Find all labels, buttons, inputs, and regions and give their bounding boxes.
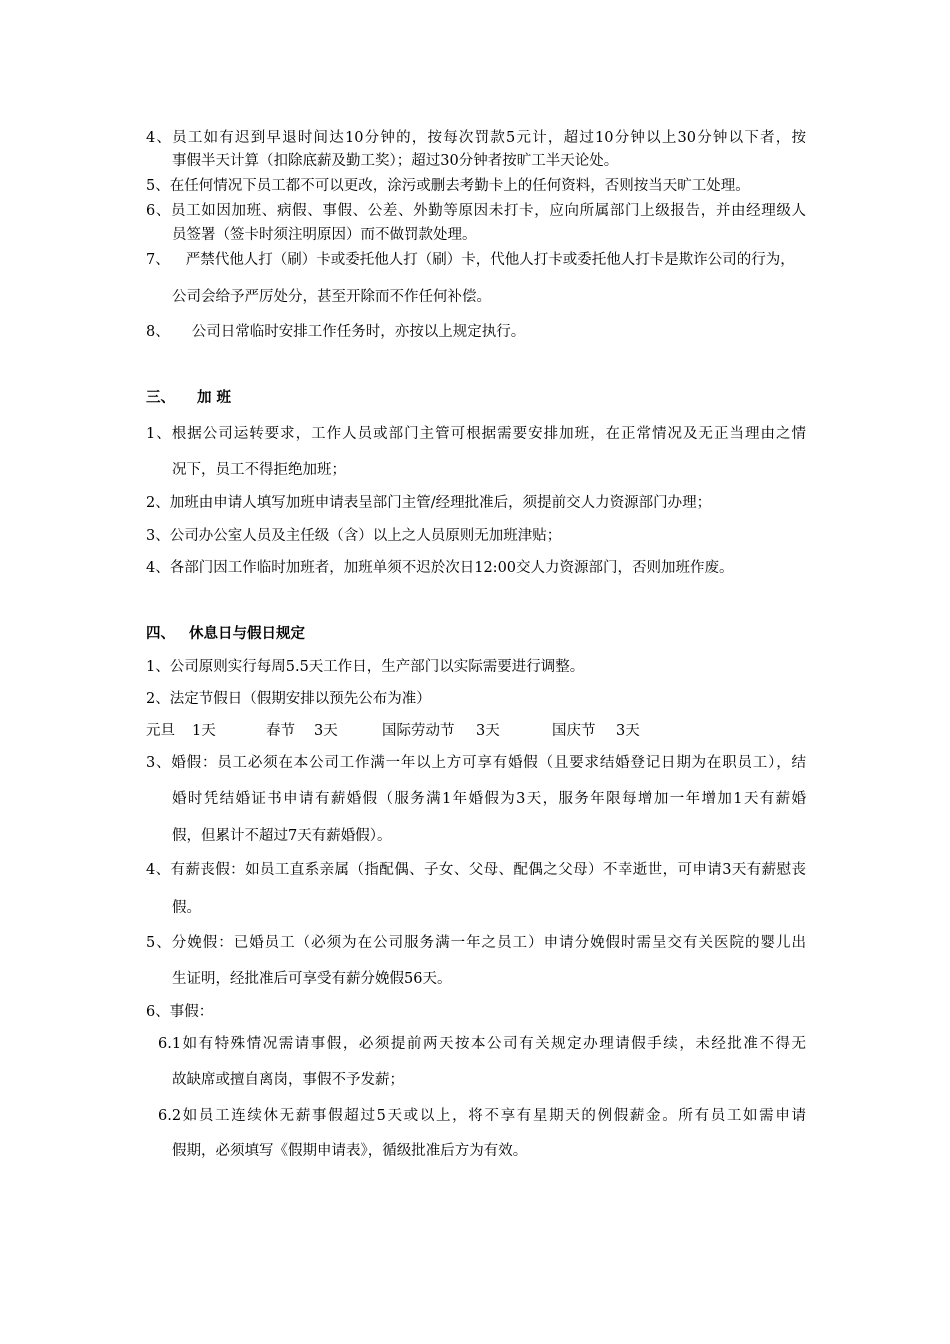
holiday-item-6-text: 事假： <box>169 1004 214 1020</box>
rule-item-4-line1 <box>146 128 806 148</box>
holiday-item-5-text: 分娩假：已婚员工（必须为在公司服务满一年之员工）申请分娩假时需呈交有关医院的婴儿出 <box>171 935 806 951</box>
holiday-days-national-day: 3天 <box>616 723 640 739</box>
holiday-item-1-number: 1、 <box>146 659 170 675</box>
rule-item-5-number: 5、 <box>146 178 170 194</box>
rule-item-8-line1 <box>146 322 806 342</box>
personal-leave-6-1-line1 <box>158 1034 806 1054</box>
holiday-days-labor-day: 3天 <box>476 723 500 739</box>
rule-item-7-number: 7、 <box>146 252 170 268</box>
holiday-item-3-line2: 婚时凭结婚证书申请有薪婚假（服务满1年婚假为3天，服务年限每增加一年增加1天有薪婚 <box>172 791 806 807</box>
holiday-item-2-text: 法定节假日（假期安排以预先公布为准） <box>169 691 431 707</box>
holiday-item-4-line2: 假。 <box>172 900 201 916</box>
holiday-item-4-text: 有薪丧假：如员工直系亲属（指配偶、子女、父母、配偶之父母）不幸逝世，可申请3天有薪慰丧 <box>170 862 806 878</box>
section-4-heading <box>146 624 305 644</box>
holiday-name-national-day: 国庆节 <box>552 723 596 739</box>
section-3-heading <box>146 388 231 408</box>
holiday-item-4-number: 4、 <box>146 862 171 878</box>
rule-item-7-line1 <box>146 250 806 270</box>
holiday-item-3-number: 3、 <box>146 755 172 771</box>
holiday-item-5-line1 <box>146 933 806 953</box>
rule-item-6-text: 员工如因加班、病假、事假、公差、外勤等原因未打卡，应向所属部门上级报告，并由经理级人 <box>171 203 806 219</box>
overtime-item-2-line1 <box>146 493 806 513</box>
holiday-item-6-line1 <box>146 1002 806 1022</box>
rule-item-4-number: 4、 <box>146 130 173 146</box>
statutory-holiday-list <box>146 721 666 741</box>
overtime-item-1-line2: 况下，员工不得拒绝加班； <box>172 462 346 478</box>
overtime-item-2-text: 加班由申请人填写加班申请表呈部门主管/经理批准后，须提前交人力资源部门办理； <box>169 495 712 511</box>
holiday-name-labor-day: 国际劳动节 <box>382 723 455 739</box>
overtime-item-3-text: 公司办公室人员及主任级（含）以上之人员原则无加班津贴； <box>169 528 562 544</box>
personal-leave-6-1-line2: 故缺席或擅自离岗，事假不予发薪； <box>172 1072 404 1088</box>
holiday-item-6-number: 6、 <box>146 1004 170 1020</box>
holiday-item-3-text: 婚假：员工必须在本公司工作满一年以上方可享有婚假（且要求结婚登记日期为在职员工），结 <box>171 755 807 771</box>
overtime-item-3-number: 3、 <box>146 528 170 544</box>
rule-item-4-text: 员工如有迟到早退时间达10分钟的，按每次罚款5元计，超过10分钟以上30分钟以下者，按 <box>172 130 806 146</box>
overtime-item-4-line1 <box>146 558 806 578</box>
overtime-item-1-text: 根据公司运转要求，工作人员或部门主管可根据需要安排加班，在正常情况及无正当理由之情 <box>171 426 806 442</box>
rule-item-4-line2: 事假半天计算（扣除底薪及勤工奖）；超过30分钟者按旷工半天论处。 <box>172 153 619 169</box>
holiday-item-5-number: 5、 <box>146 935 172 951</box>
section-4-number: 四、 <box>146 626 175 642</box>
overtime-item-4-number: 4、 <box>146 560 170 576</box>
rule-item-7-line2: 公司会给予严厉处分，甚至开除而不作任何补偿。 <box>172 289 491 305</box>
personal-leave-6-1-text: 如有特殊情况需请事假，必须提前两天按本公司有关规定办理请假手续，未经批准不得无 <box>181 1036 806 1052</box>
holiday-item-1-text: 公司原则实行每周5.5天工作日，生产部门以实际需要进行调整。 <box>169 659 585 675</box>
rule-item-8-text: 公司日常临时安排工作任务时，亦按以上规定执行。 <box>191 324 526 340</box>
holiday-item-1-line1 <box>146 657 806 677</box>
personal-leave-6-2-line1 <box>158 1106 806 1126</box>
overtime-item-3-line1 <box>146 526 806 546</box>
holiday-name-new-year: 元旦 <box>146 723 175 739</box>
holiday-item-5-line2: 生证明，经批准后可享受有薪分娩假56天。 <box>172 971 452 987</box>
personal-leave-6-2-number: 6.2 <box>158 1108 182 1124</box>
rule-item-6-number: 6、 <box>146 203 171 219</box>
rule-item-6-line2: 员签署（签卡时须注明原因）而不做罚款处理。 <box>172 227 477 243</box>
holiday-item-4-line1 <box>146 860 806 880</box>
rule-item-7-text: 严禁代他人打（刷）卡或委托他人打（刷）卡，代他人打卡或委托他人打卡是欺诈公司的行为， <box>185 252 795 268</box>
personal-leave-6-1-number: 6.1 <box>158 1036 182 1052</box>
overtime-item-2-number: 2、 <box>146 495 170 511</box>
overtime-item-1-line1 <box>146 424 806 444</box>
section-3-number: 三、 <box>146 390 175 406</box>
holiday-item-3-line1 <box>146 753 806 773</box>
rule-item-5-line1 <box>146 176 806 196</box>
holiday-days-spring-festival: 3天 <box>314 723 338 739</box>
rule-item-6-line1 <box>146 201 806 221</box>
holiday-name-spring-festival: 春节 <box>266 723 295 739</box>
rule-item-5-text: 在任何情况下员工都不可以更改，涂污或删去考勤卡上的任何资料，否则按当天旷工处理。 <box>169 178 750 194</box>
holiday-days-new-year: 1天 <box>192 723 216 739</box>
overtime-item-1-number: 1、 <box>146 426 172 442</box>
personal-leave-6-2-text: 如员工连续休无薪事假超过5天或以上，将不享有星期天的例假薪金。所有员工如需申请 <box>181 1108 806 1124</box>
section-4-title: 休息日与假日规定 <box>189 626 305 642</box>
holiday-item-3-line3: 假，但累计不超过7天有薪婚假）。 <box>172 828 392 844</box>
personal-leave-6-2-line2: 假期，必须填写《假期申请表》，循级批准后方为有效。 <box>172 1143 528 1159</box>
holiday-item-2-number: 2、 <box>146 691 170 707</box>
holiday-item-2-line1 <box>146 689 806 709</box>
section-3-title: 加 班 <box>197 390 232 406</box>
overtime-item-4-text: 各部门因工作临时加班者，加班单须不迟於次日12:00交人力资源部门，否则加班作废。 <box>169 560 734 576</box>
rule-item-8-number: 8、 <box>146 324 170 340</box>
